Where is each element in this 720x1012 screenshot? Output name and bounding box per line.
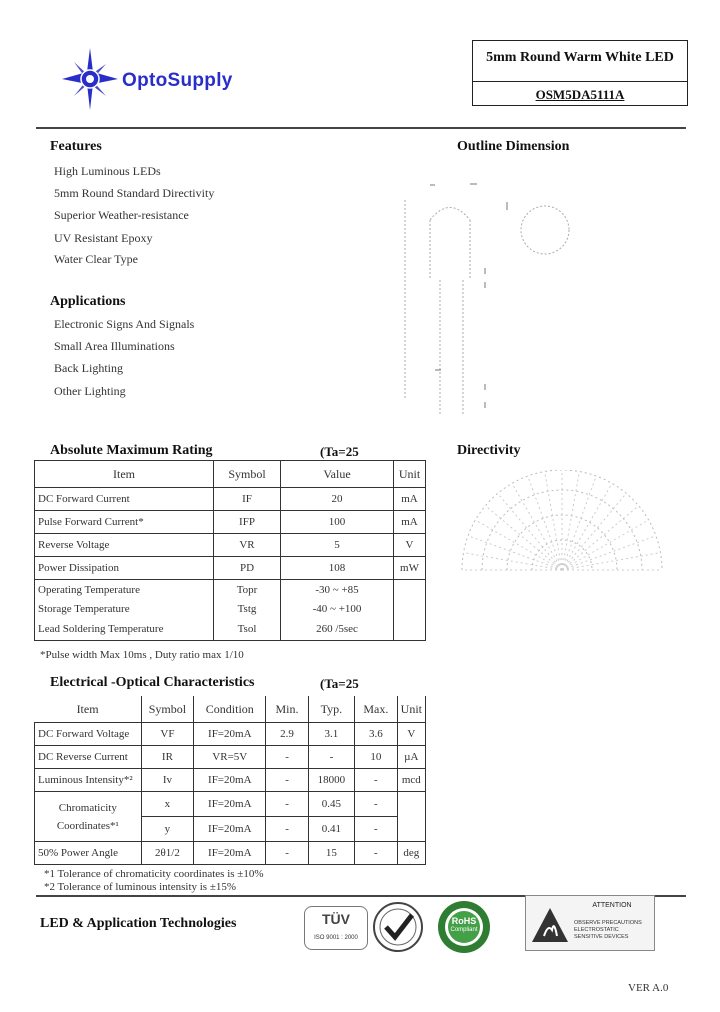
polar-spoke [498,493,562,570]
attention-line: SENSITIVE DEVICES [574,934,629,940]
col-header: Symbol [141,696,194,723]
feature-item: UV Resistant Epoxy [54,231,153,245]
table-row: Reverse Voltage VR 5 V [35,534,426,557]
application-item: Electronic Signs And Signals [54,317,195,331]
col-header: Unit [397,696,425,723]
table-row: DC Forward Current IF 20 mA [35,488,426,511]
attention-line: OBSERVE PRECAUTIONS [574,920,642,926]
polar-spoke [464,553,562,570]
col-header: Typ. [308,696,354,723]
col-header: Symbol [214,461,281,488]
eo-note-2: *2 Tolerance of luminous intensity is ±15% [44,881,237,893]
tuv-cert-badge [304,906,368,950]
feature-item: High Luminous LEDs [54,164,161,178]
eo-table [34,696,426,865]
polar-spoke [562,506,639,570]
table-row: Luminous Intensity*² Iv IF=20mA - 18000 - mcd [35,769,426,792]
col-header: Max. [355,696,398,723]
abs-max-footnote: *Pulse width Max 10ms , Duty ratio max 1/10 [40,649,244,661]
abs-max-table [34,460,426,641]
version-label: VER A.0 [628,982,669,994]
eo-note-1: *1 Tolerance of chromaticity coordinates is ±10% [44,868,264,880]
polar-spoke [485,506,562,570]
table-row: 50% Power Angle 2θ1/2 IF=20mA - 15 - deg [35,842,426,865]
attention-line: ELECTROSTATIC [574,927,619,933]
esd-warning-icon [530,906,570,944]
table-row: Operating Temperature Topr -30 ~ +85 [35,580,426,600]
directivity-diagram [460,470,665,580]
tuv-logo-text: TÜV [322,911,350,927]
col-header: Item [35,696,142,723]
application-item: Other Lighting [54,384,126,398]
eo-heading: Electrical -Optical Characteristics [50,675,255,690]
table-row: y IF=20mA - 0.41 - [35,817,426,842]
table-row: Chromaticity Coordinates*¹ x IF=20mA - 0.45 - [35,792,426,817]
col-header: Value [281,461,394,488]
outline-drawing [395,170,595,425]
col-header: Min. [266,696,308,723]
abs-max-heading: Absolute Maximum Rating [50,443,213,458]
polar-spoke [562,520,649,570]
certified-check-icon [372,901,424,953]
polar-spoke [562,493,626,570]
table-row: Lead Soldering Temperature Tsol 260 /5sec [35,618,426,641]
eo-condition: (Ta=25 [320,676,359,691]
abs-max-condition: (Ta=25 [320,444,359,459]
rohs-compliant: Compliant [450,927,478,933]
polar-spoke [512,483,562,570]
application-item: Small Area Illuminations [54,339,175,353]
polar-spoke [562,553,660,570]
table-row: Pulse Forward Current* IFP 100 mA [35,511,426,534]
table-row: DC Forward Voltage VF IF=20mA 2.9 3.1 3.6 V [35,723,426,746]
polar-spoke [562,472,579,570]
brand-name: OptoSupply [122,70,233,91]
product-title: 5mm Round Warm White LED [486,50,674,65]
applications-heading: Applications [50,294,126,309]
optosupply-star-icon [62,48,118,110]
table-row: Power Dissipation PD 108 mW [35,557,426,580]
feature-item: Water Clear Type [54,252,138,266]
logo [62,48,272,110]
col-header: Item [35,461,214,488]
outline-heading: Outline Dimension [457,139,570,154]
polar-spoke [562,483,612,570]
part-number: OSM5DA5111A [535,87,625,102]
col-header: Condition [194,696,266,723]
company-name: LED & Application Technologies [40,916,237,931]
iso-text: ISO 9001 : 2000 [314,935,358,941]
polar-spoke [545,472,562,570]
rohs-label: RoHS [451,916,477,926]
col-header: Unit [394,461,426,488]
table-row: DC Reverse Current IR VR=5V - - 10 µA [35,746,426,769]
table-row: Storage Temperature Tstg -40 ~ +100 [35,599,426,618]
polar-spoke [475,520,562,570]
features-heading: Features [50,139,102,154]
esd-attention-box [525,895,655,951]
application-item: Back Lighting [54,361,123,375]
header-divider [36,127,686,129]
attention-title: ATTENTION [592,902,632,909]
directivity-heading: Directivity [457,443,521,458]
feature-item: Superior Weather-resistance [54,208,189,222]
feature-item: 5mm Round Standard Directivity [54,186,215,200]
title-box [472,40,688,106]
